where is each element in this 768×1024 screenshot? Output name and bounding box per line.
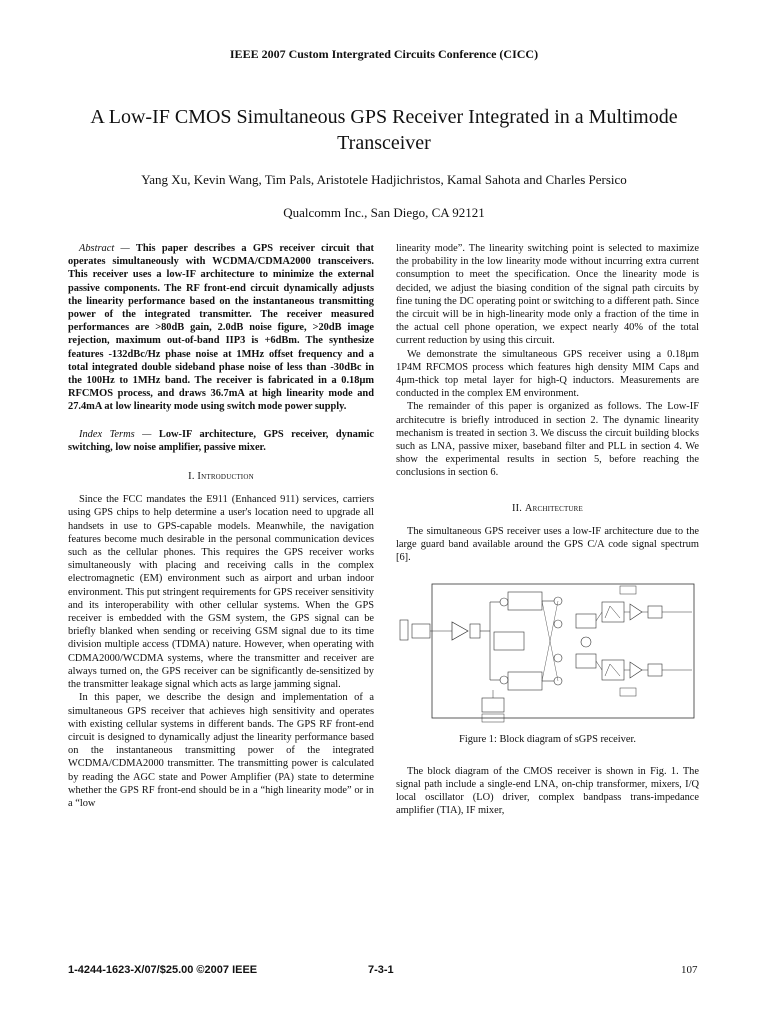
paragraph: In this paper, we describe the design and implementation of a simultaneous GPS receiver that achieves high sensitivity and operates with existing cellular systems in different bands. The GPS RF front-end circuit is designed to dynamically adjust the linearity performance based on the instantaneous transmitting power of the integrated WCDMA/CDMA2000 transmitter. The transmitting power is calculated by reading the AGC state and Power Amplifier (PA) state to determine whether the GPS RF front-end should be in a “high linearity mode” or in a “low	[68, 692, 374, 809]
if-mixer-icon	[554, 654, 562, 662]
section-title: Architecture	[524, 502, 584, 514]
section-title: Introduction	[197, 471, 254, 483]
isbn-footer: 1-4244-1623-X/07/$25.00 ©2007 IEEE	[68, 964, 258, 976]
abstract-label: Abstract —	[79, 243, 130, 254]
conference-header: IEEE 2007 Custom Intergrated Circuits Conference (CICC)	[229, 47, 539, 61]
adc-q-block	[648, 664, 662, 676]
section-heading-architecture	[396, 502, 699, 515]
control-block	[620, 688, 636, 696]
control-block	[620, 586, 636, 594]
paragraph: The simultaneous GPS receiver uses a low-IF architecture due to the large guard band available around the GPS C/A code signal spectrum [6].	[396, 525, 699, 564]
index-terms-label: Index Terms —	[79, 428, 152, 440]
right-column	[396, 242, 699, 817]
section-number: I.	[188, 471, 198, 483]
left-column	[68, 242, 374, 810]
antenna-icon	[400, 620, 408, 640]
figure-caption: Figure 1: Block diagram of sGPS receiver.	[459, 734, 636, 746]
chip-boundary	[432, 584, 694, 718]
paragraph: The remainder of this paper is organized as follows. The Low-IF architecutre is briefly introduced in section 2. The dynamic linearity mechanism is treated in section 3. We discuss the circuit building blocks such as LNA, passive mixer, baseband filter and PLL in section 4. We show the experimental results in section 5, before reaching the conclusions in section 6.	[396, 401, 699, 479]
tia-i-block	[508, 592, 542, 610]
section-heading-introduction	[68, 470, 374, 483]
rf-mixer-i-icon	[500, 598, 508, 606]
vga-i-triangle	[630, 604, 642, 620]
abstract-text: This paper describes a GPS receiver circuit that operates simultaneously with WCDMA/CDMA2000 transceivers. This receiver uses a low-IF architecture to minimize the external passive components. The RF front-end circuit dynamically adjusts the linearity performance based on the instantaneous transmitting power of the integrated transmitter. The receiver measured performances are >80dB gain, 2.0dB noise figure, >20dB image rejection, maximum out-of-band IIP3 is +6dBm. The synthesize features -132dBc/Hz phase noise at 1MHz offset frequency and a total integrated double sideband phase noise of less than -30dBc in the 100Hz to 1MHz band. The receiver is fabricated in a 0.18μm RFCMOS process, and draws 36.7mA at high linearity mode and 27.4mA at low linearity mode using switch mode power supply.	[68, 243, 374, 413]
author-list: Yang Xu, Kevin Wang, Tim Pals, Aristotele Hadjichristos, Kamal Sahota and Charles Persico	[141, 172, 627, 187]
lo-driver-block	[494, 632, 524, 650]
external-filter-block	[412, 624, 430, 638]
if-mixer-icon	[554, 620, 562, 628]
tia-q-block	[508, 672, 542, 690]
paragraph: The block diagram of the CMOS receiver is shown in Fig. 1. The signal path include a single-end LNA, on-chip transformer, mixers, I/Q local oscillator (LO) driver, complex bandpass trans-impedance amplifier (TIA), IF mixer,	[396, 765, 699, 817]
summer-block	[576, 654, 596, 668]
summer-block	[576, 614, 596, 628]
bessel-filter-i-block	[602, 602, 624, 622]
index-terms	[68, 428, 374, 454]
vga-q-triangle	[630, 662, 642, 678]
pll-block	[482, 698, 504, 712]
adc-i-block	[648, 606, 662, 618]
lna-triangle	[452, 622, 468, 640]
paragraph: Since the FCC mandates the E911 (Enhanced 911) services, carriers using GPS chips to help determine a user's location need to upgrade all handsets in use to GPS-capable models. Meanwhile, the navigation features become much desirable in the personal communication devices such as the cellular phones. This requires the GPS receiver works simultaneously with placing and receiving calls in the complex electromagnetic (EM) environment such as airport and urban indoor environment. This put stringent requirements for GPS receiver sensitivity and its interoperability with other cellular systems. When the GPS receiver is embedded with the GSM system, the GPS signal can be briefly blanked when sending or receiving GSM signal due to its time division multiple access (TDMA) nature. However, when operating with CDMA2000/WCDMA systems, where the transmitter and receiver are always turned on, the GPS receiver can be significantly de-sensitized by the transmitter leakage signal which acts as large jamming signal.	[68, 494, 374, 691]
block-diagram-figure	[398, 580, 698, 727]
paper-title: A Low-IF CMOS Simultaneous GPS Receiver Integrated in a Multimode Transceiver	[90, 106, 678, 154]
transformer-block	[470, 624, 480, 638]
paragraph: We demonstrate the simultaneous GPS receiver using a 0.18μm 1P4M RFCMOS process which features high density MIM Caps and 4μm-thick top metal layer for high-Q inductors. Measurements are conducted in the complex EM environment.	[396, 348, 699, 400]
vco-icon	[581, 637, 591, 647]
rf-mixer-q-icon	[500, 676, 508, 684]
bessel-filter-q-block	[602, 660, 624, 680]
page-number: 107	[681, 964, 698, 976]
session-number: 7-3-1	[368, 964, 394, 976]
paragraph: linearity mode”. The linearity switching point is selected to maximize the probability in the low linearity mode without incurring extra current consumption to meet the specification. Once the linearity mode is decided, we adjust the biasing condition of the signal path circuits by fine tuning the DC operating point or switching to a different path. Since the circuit will be in high-linearity mode only a fraction of the time in the actual cell phone operation, we expect nearly 40% of the total current reduction by using this circuit.	[396, 243, 699, 347]
abstract	[68, 242, 374, 414]
block-diagram	[398, 580, 698, 727]
section-number: II.	[511, 502, 525, 514]
index-terms-text: Low-IF architecture, GPS receiver, dynamic switching, low noise amplifier, passive mixer.	[68, 428, 374, 453]
affiliation: Qualcomm Inc., San Diego, CA 92121	[283, 205, 485, 220]
